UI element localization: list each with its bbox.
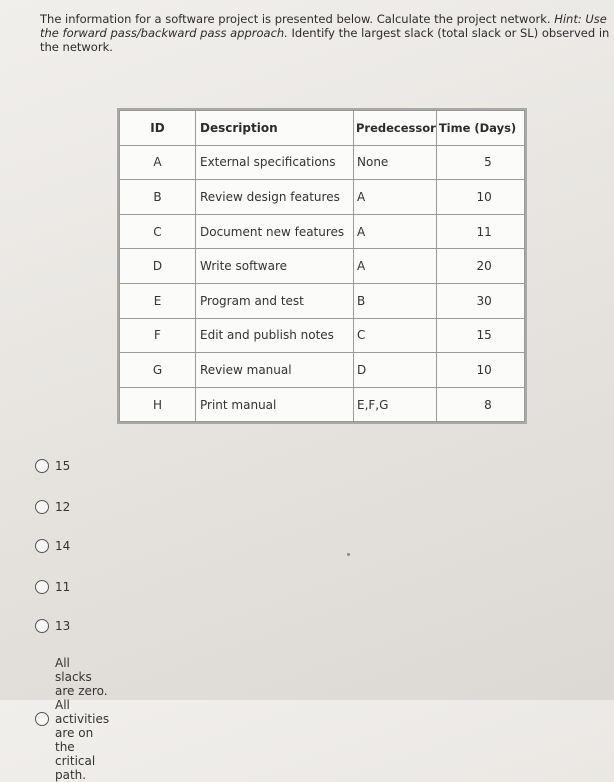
question-intro: The information for a software project is presented below. Calculate the project network. (40, 12, 555, 26)
table-row (120, 387, 525, 422)
cell-time: 10 (436, 180, 524, 215)
option-15[interactable] (35, 459, 70, 473)
table-row (120, 214, 525, 249)
radio-button[interactable] (35, 619, 49, 633)
question-hint: Hint: Use the forward pass/backward pass approach. (40, 12, 607, 40)
cell-description: Program and test (196, 283, 354, 318)
cell-time: 20 (436, 249, 524, 284)
header-description: Description (196, 111, 354, 146)
cell-predecessor: None (354, 145, 437, 180)
cell-time: 11 (436, 214, 524, 249)
table-row (120, 283, 525, 318)
cell-id: A (120, 145, 196, 180)
cell-description: External specifications (196, 145, 354, 180)
cell-time: 8 (436, 387, 524, 422)
cursor-mark (347, 553, 350, 556)
radio-button[interactable] (35, 580, 49, 594)
option-11[interactable] (35, 580, 70, 594)
question-text (40, 12, 610, 54)
table-row (120, 318, 525, 353)
cell-description: Print manual (196, 387, 354, 422)
header-id: ID (120, 111, 196, 146)
cell-time: 30 (436, 283, 524, 318)
cell-predecessor: B (354, 283, 437, 318)
cell-description: Edit and publish notes (196, 318, 354, 353)
cell-description: Document new features (196, 214, 354, 249)
table-row (120, 249, 525, 284)
cell-id: D (120, 249, 196, 284)
header-predecessor: Predecessor (354, 111, 437, 146)
cell-id: B (120, 180, 196, 215)
option-label: 15 (55, 459, 71, 473)
cell-description: Review design features (196, 180, 354, 215)
option-12[interactable] (35, 500, 70, 514)
cell-predecessor: D (354, 353, 437, 388)
cell-time: 15 (436, 318, 524, 353)
table-row (120, 353, 525, 388)
question-ask: Identify the largest slack (total slack or SL) observed in the network. (40, 26, 610, 54)
table-row (120, 180, 525, 215)
cell-id: G (120, 353, 196, 388)
radio-button[interactable] (35, 459, 49, 473)
activity-table (117, 108, 527, 424)
option-label: All slacks are zero. All activities are on the critical path. (55, 656, 110, 782)
cell-predecessor: C (354, 318, 437, 353)
option-13[interactable] (35, 619, 70, 633)
table-row (120, 145, 525, 180)
option-all-zero[interactable] (35, 656, 109, 782)
cell-predecessor: E,F,G (354, 387, 437, 422)
cell-id: F (120, 318, 196, 353)
option-label: 11 (55, 580, 71, 594)
table-header-row (120, 111, 525, 146)
option-label: 12 (55, 500, 71, 514)
cell-id: H (120, 387, 196, 422)
option-label: 13 (55, 619, 71, 633)
cell-description: Review manual (196, 353, 354, 388)
cell-id: C (120, 214, 196, 249)
cell-predecessor: A (354, 249, 437, 284)
cell-predecessor: A (354, 214, 437, 249)
cell-predecessor: A (354, 180, 437, 215)
cell-time: 5 (436, 145, 524, 180)
radio-button[interactable] (35, 500, 49, 514)
option-label: 14 (55, 539, 71, 553)
cell-time: 10 (436, 353, 524, 388)
radio-button[interactable] (35, 712, 49, 726)
cell-id: E (120, 283, 196, 318)
option-14[interactable] (35, 539, 70, 553)
radio-button[interactable] (35, 539, 49, 553)
cell-description: Write software (196, 249, 354, 284)
header-time: Time (Days) (436, 111, 524, 146)
